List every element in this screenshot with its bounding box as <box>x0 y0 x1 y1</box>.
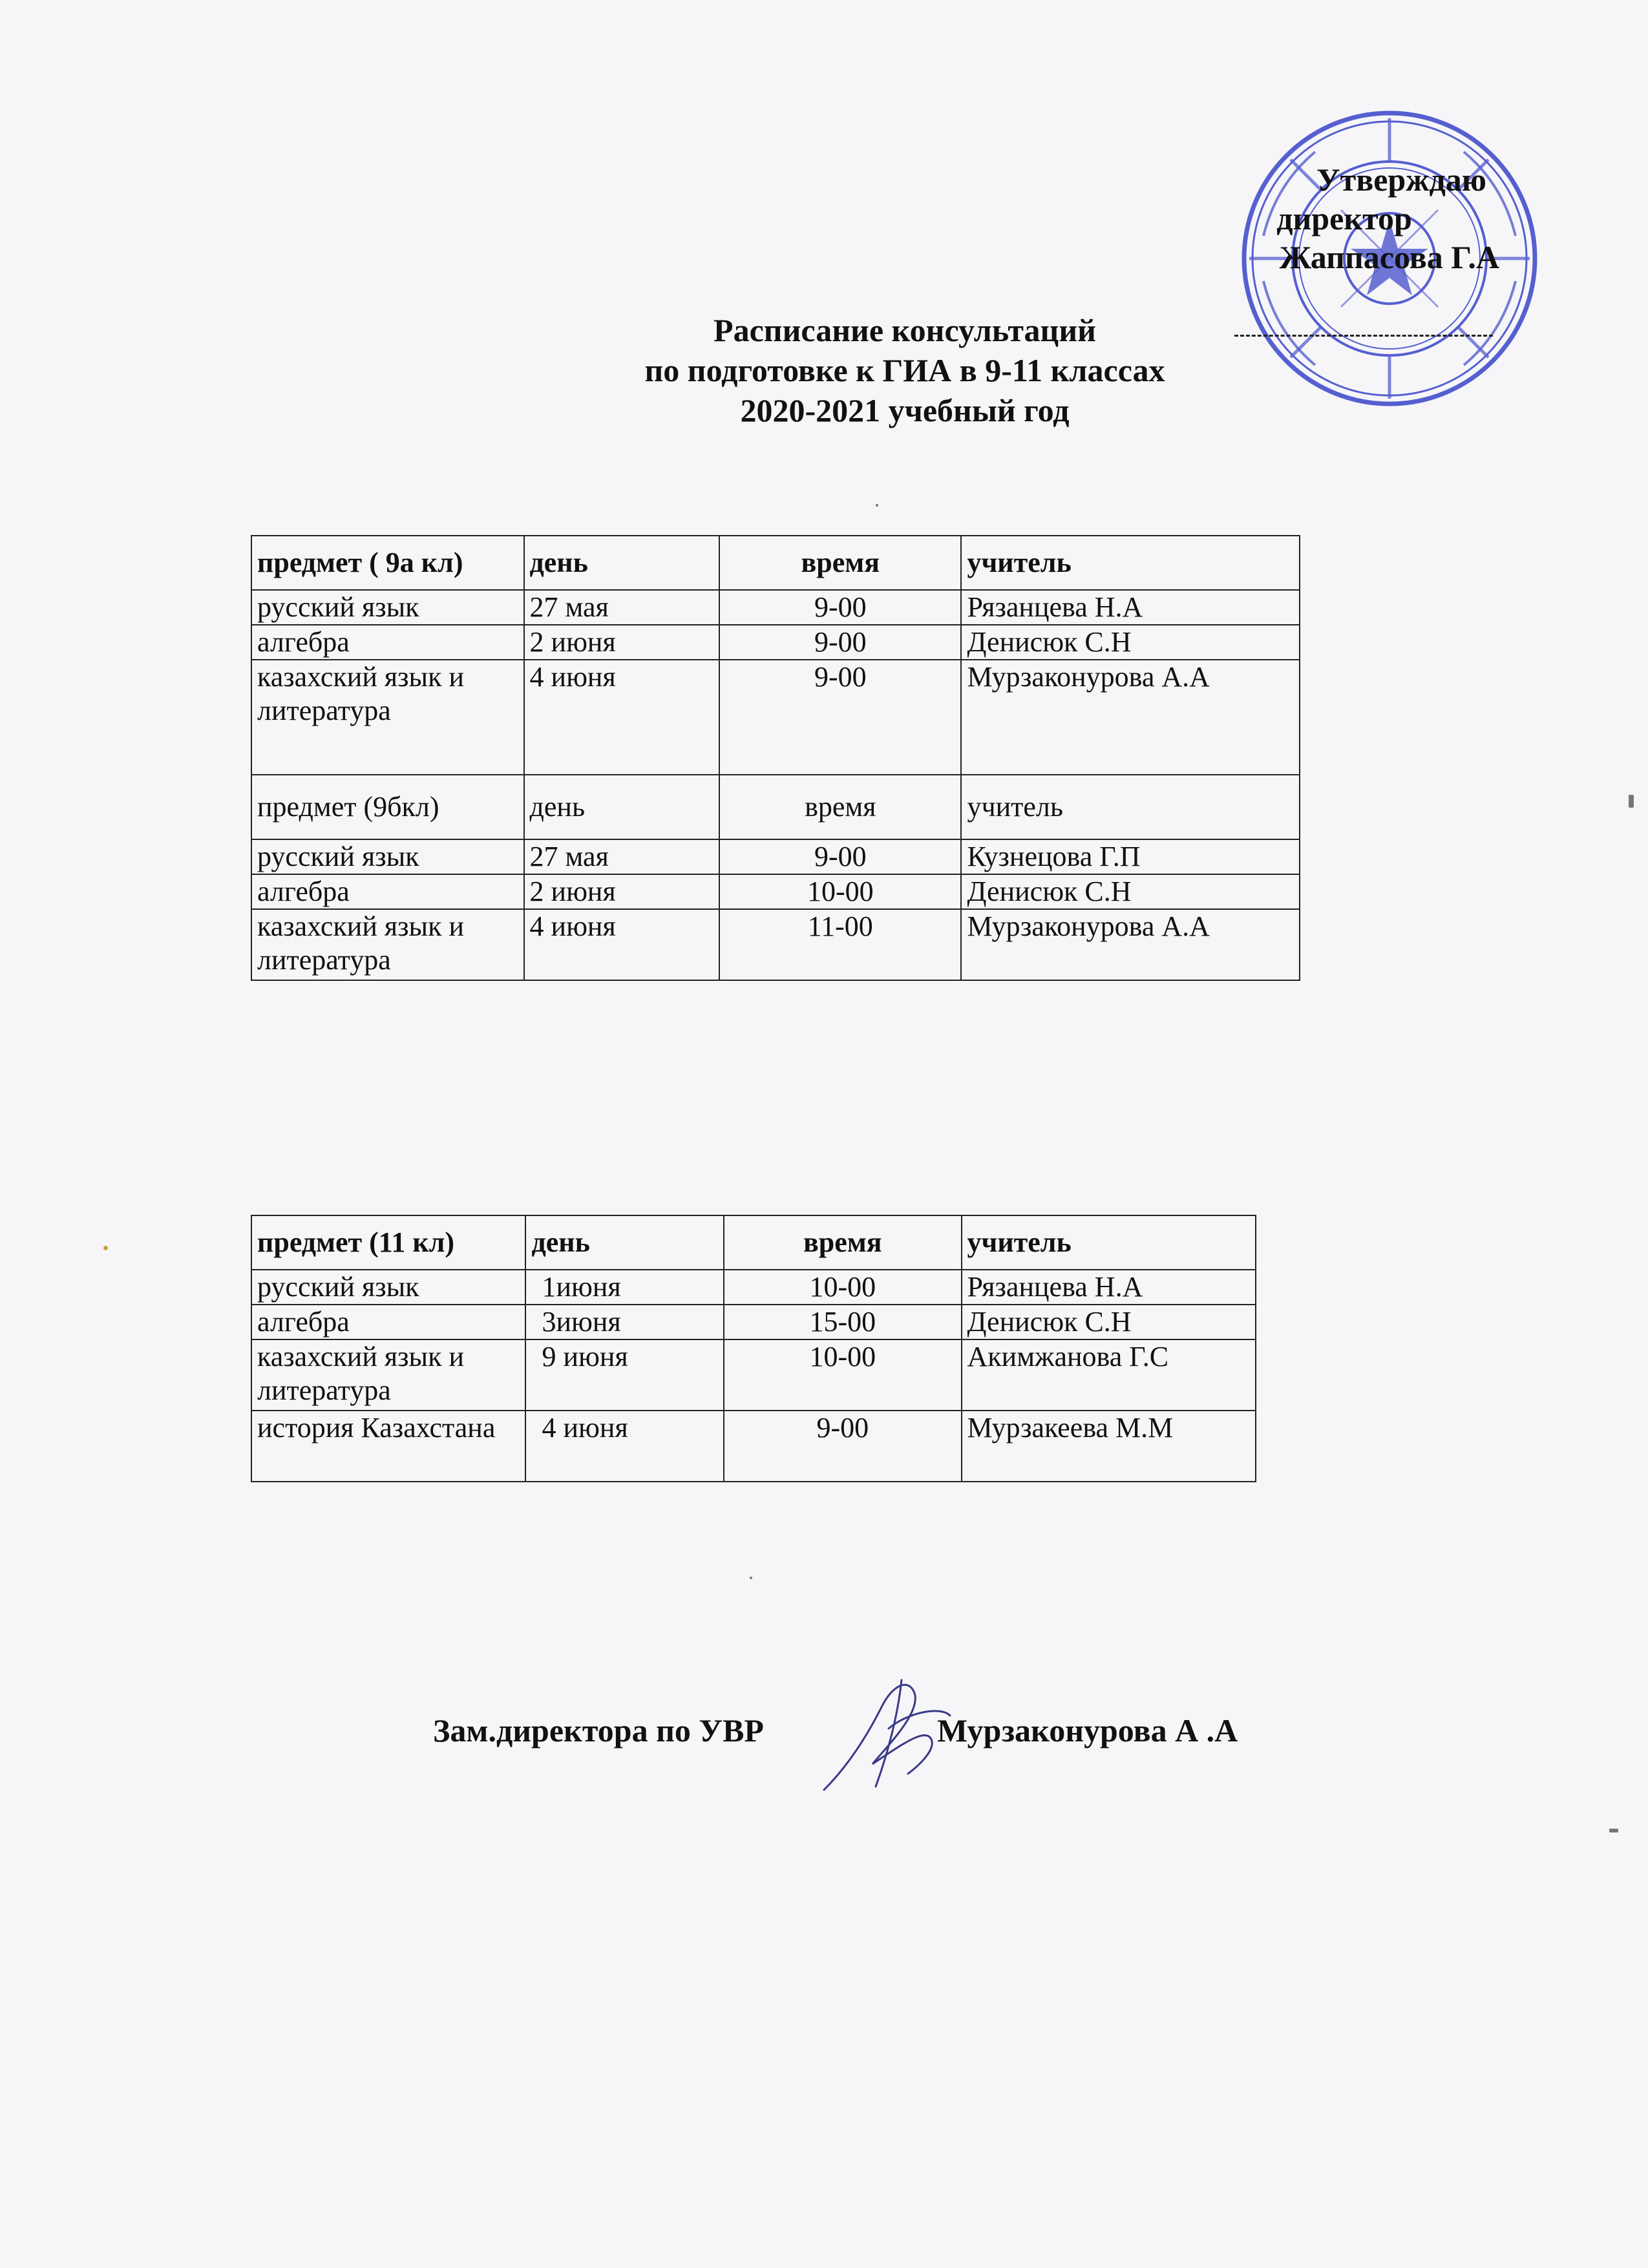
cell-teacher: Денисюк С.Н <box>961 625 1300 660</box>
table-row <box>251 909 1300 980</box>
scan-speck <box>1629 795 1634 808</box>
schedule-table-grade-11 <box>251 1215 1256 1482</box>
cell-teacher: Мурзакеева М.М <box>962 1411 1256 1482</box>
cell-subject: казахский язык и литература <box>251 909 524 980</box>
cell-time: 15-00 <box>724 1305 961 1339</box>
scan-speck <box>750 1577 752 1579</box>
table-row <box>251 839 1300 874</box>
cell-subject: алгебра <box>251 1305 525 1339</box>
cell-teacher: Мурзаконурова А.А <box>961 660 1300 775</box>
cell-teacher: Денисюк С.Н <box>961 874 1300 909</box>
cell-teacher: Рязанцева Н.А <box>961 590 1300 625</box>
cell-time: 9-00 <box>719 625 961 660</box>
cell-teacher: Мурзаконурова А.А <box>961 909 1300 980</box>
cell-day: 1июня <box>525 1270 724 1305</box>
cell-teacher: Акимжанова Г.С <box>962 1339 1256 1411</box>
table-row <box>251 874 1300 909</box>
footer-position: Зам.директора по УВР <box>433 1712 764 1748</box>
table-row <box>251 660 1300 775</box>
scan-speck <box>876 504 878 507</box>
header-subject: предмет (11 кл) <box>251 1215 525 1270</box>
cell-day: 2 июня <box>524 625 720 660</box>
approval-block <box>1189 160 1499 277</box>
cell-subject: казахский язык и литература <box>251 660 524 775</box>
cell-time: 9-00 <box>719 590 961 625</box>
table-header-row <box>251 536 1300 590</box>
table-subheader-row <box>251 775 1300 839</box>
header-day: день <box>524 536 720 590</box>
table-row <box>251 1411 1256 1482</box>
header-teacher: учитель <box>961 536 1300 590</box>
cell-teacher: Денисюк С.Н <box>962 1305 1256 1339</box>
cell-time: 9-00 <box>719 839 961 874</box>
subheader-day: день <box>524 775 720 839</box>
document-title <box>517 310 1293 430</box>
cell-day: 27 мая <box>524 590 720 625</box>
cell-time: 9-00 <box>719 660 961 775</box>
approval-signature-line <box>1234 335 1493 337</box>
cell-time: 10-00 <box>724 1270 961 1305</box>
header-teacher: учитель <box>962 1215 1256 1270</box>
cell-subject: русский язык <box>251 590 524 625</box>
approval-position: директор <box>1276 200 1412 236</box>
title-line-3: 2020-2021 учебный год <box>740 392 1070 428</box>
cell-day: 2 июня <box>524 874 720 909</box>
table-row <box>251 1270 1256 1305</box>
cell-subject: казахский язык и литература <box>251 1339 525 1411</box>
cell-time: 9-00 <box>724 1411 961 1482</box>
scan-speck <box>1609 1829 1618 1832</box>
table-row <box>251 625 1300 660</box>
cell-subject: история Казахстана <box>251 1411 525 1482</box>
cell-day: 4 июня <box>525 1411 724 1482</box>
subheader-subject: предмет (9бкл) <box>251 775 524 839</box>
cell-teacher: Рязанцева Н.А <box>962 1270 1256 1305</box>
header-time: время <box>719 536 961 590</box>
cell-day: 4 июня <box>524 909 720 980</box>
approval-director-name: Жаппасова Г.А <box>1279 239 1499 275</box>
cell-day: 3июня <box>525 1305 724 1339</box>
approval-heading: Утверждаю <box>1316 162 1486 198</box>
cell-time: 11-00 <box>719 909 961 980</box>
header-subject: предмет ( 9а кл) <box>251 536 524 590</box>
cell-time: 10-00 <box>719 874 961 909</box>
header-time: время <box>724 1215 961 1270</box>
table-row <box>251 590 1300 625</box>
subheader-time: время <box>719 775 961 839</box>
footer-name: Мурзаконурова А .А <box>937 1712 1238 1748</box>
cell-subject: русский язык <box>251 1270 525 1305</box>
table-row <box>251 1339 1256 1411</box>
header-day: день <box>525 1215 724 1270</box>
title-line-2: по подготовке к ГИА в 9-11 классах <box>644 352 1165 388</box>
cell-day: 9 июня <box>525 1339 724 1411</box>
cell-day: 27 мая <box>524 839 720 874</box>
table-row <box>251 1305 1256 1339</box>
title-line-1: Расписание консультаций <box>713 312 1096 348</box>
cell-subject: алгебра <box>251 874 524 909</box>
cell-subject: русский язык <box>251 839 524 874</box>
cell-time: 10-00 <box>724 1339 961 1411</box>
schedule-table-grade-9 <box>251 535 1300 981</box>
subheader-teacher: учитель <box>961 775 1300 839</box>
cell-day: 4 июня <box>524 660 720 775</box>
scan-speck <box>103 1246 108 1250</box>
table-header-row <box>251 1215 1256 1270</box>
cell-teacher: Кузнецова Г.П <box>961 839 1300 874</box>
cell-subject: алгебра <box>251 625 524 660</box>
